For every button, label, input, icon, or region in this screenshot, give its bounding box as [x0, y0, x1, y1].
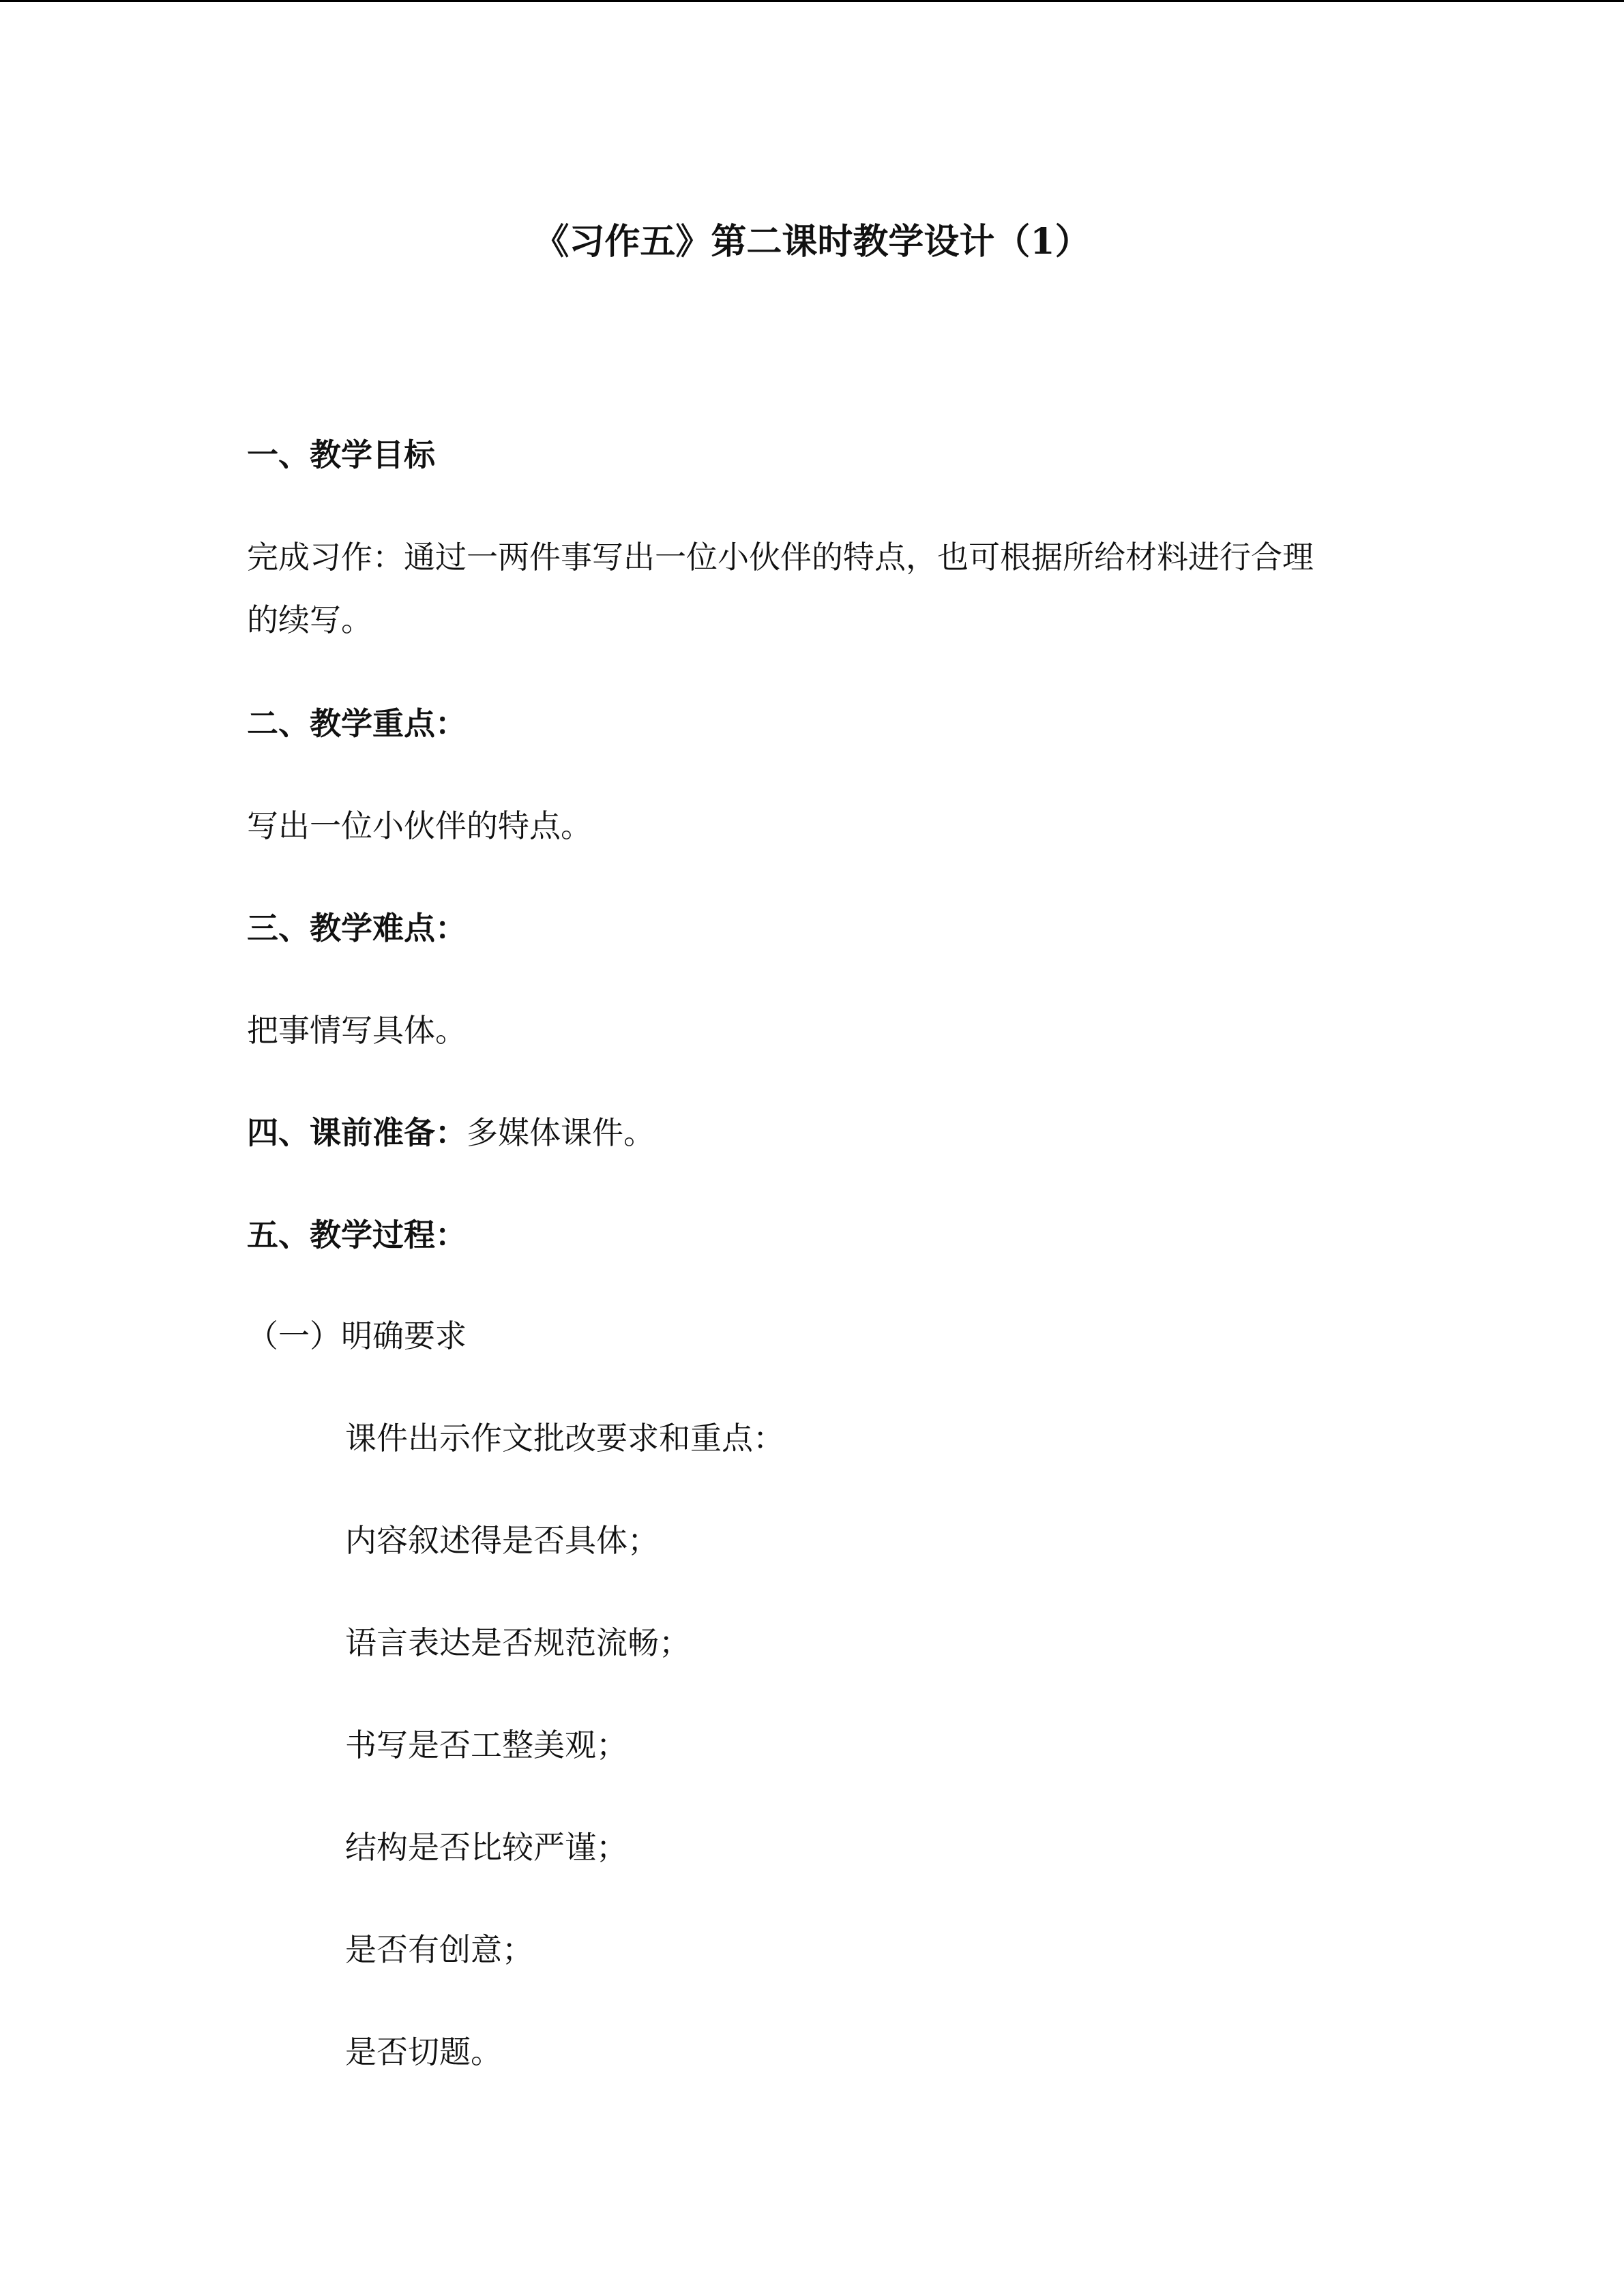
objectives-text-line-1: 完成习作：通过一两件事写出一位小伙伴的特点，也可根据所给材料进行合理	[247, 539, 1314, 576]
section-heading-key-points: 二、教学重点：	[247, 705, 467, 742]
preparation-line	[247, 1101, 1379, 1164]
list-item: 书写是否工整美观；	[345, 1727, 628, 1763]
list-item: 是否切题。	[345, 2033, 502, 2070]
list-item: 课件出示作文批改要求和重点：	[345, 1420, 784, 1457]
process-subheading: （一）明确要求	[247, 1317, 467, 1354]
difficulties-text: 把事情写具体。	[247, 1012, 467, 1049]
list-item: 内容叙述得是否具体；	[345, 1522, 659, 1559]
document-title: 《习作五》第二课时教学设计（1）	[533, 221, 1091, 263]
section-heading-preparation: 四、课前准备：	[247, 1114, 467, 1151]
objectives-text-line-2: 的续写。	[247, 601, 372, 638]
section-heading-objectives: 一、教学目标	[247, 436, 435, 473]
key-points-text: 写出一位小伙伴的特点。	[247, 807, 592, 844]
list-item: 语言表达是否规范流畅；	[345, 1624, 690, 1661]
section-heading-process: 五、教学过程：	[247, 1217, 467, 1253]
list-item: 结构是否比较严谨；	[345, 1829, 628, 1866]
list-item: 是否有创意；	[345, 1931, 533, 1968]
section-heading-difficulties: 三、教学难点：	[247, 910, 467, 946]
preparation-text: 多媒体课件。	[467, 1114, 655, 1151]
